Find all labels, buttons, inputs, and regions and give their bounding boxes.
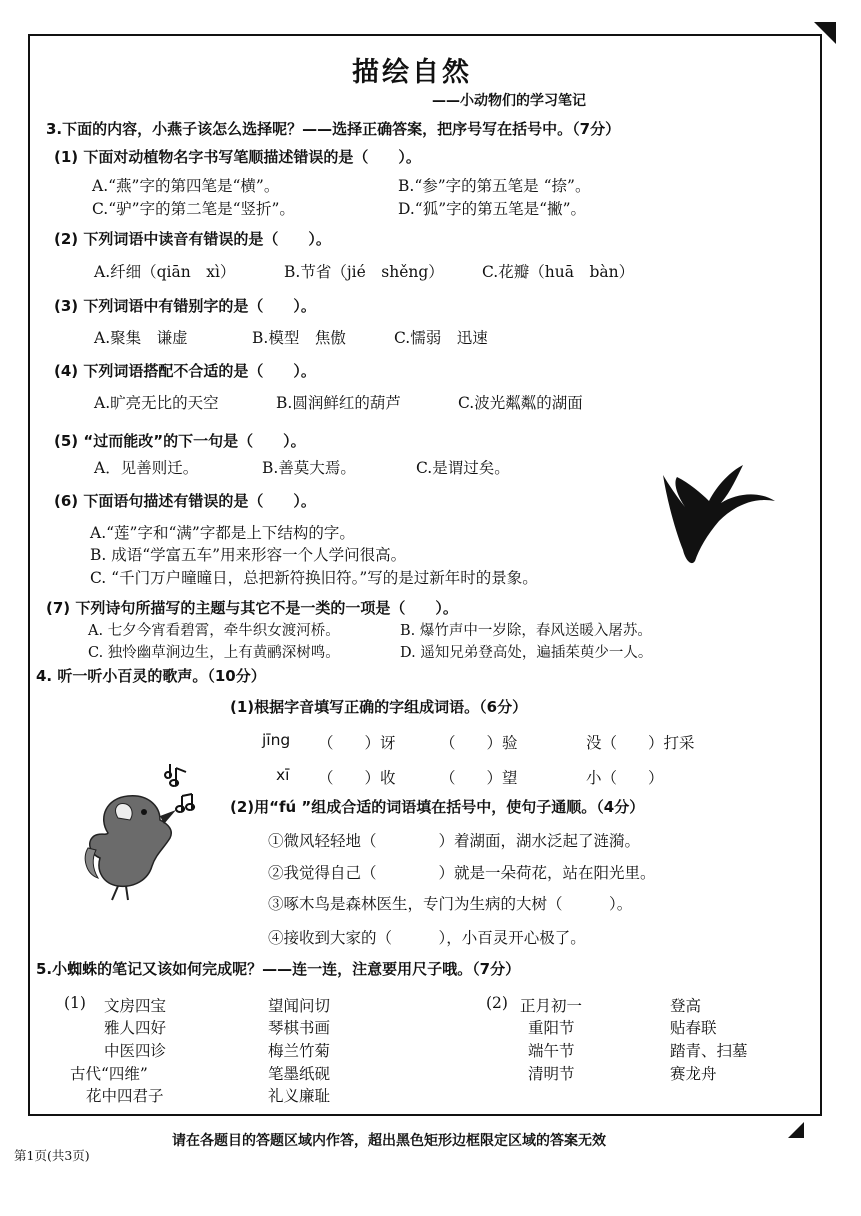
q4-1-blank-xi-2: （ ）望 [440, 769, 518, 787]
q4-2-sentence-2: ②我觉得自己（ ）就是一朵荷花，站在阳光里。 [268, 864, 656, 882]
q3-5-stem: (5) “过而能改”的下一句是（ ）。 [54, 432, 306, 450]
q5-g1-left-item: 古代“四维” [70, 1065, 148, 1083]
q4-stem: 4. 听一听小百灵的歌声。（10分） [36, 667, 266, 685]
q5-g2-left-item: 清明节 [528, 1065, 575, 1083]
q4-2-sentence-3: ③啄木鸟是森林医生，专门为生病的大树（ ）。 [268, 895, 633, 913]
q3-7-option-b: B. 爆竹声中一岁除，春风送暖入屠苏。 [400, 623, 652, 639]
q5-g1-left-item: 中医四诊 [104, 1042, 167, 1060]
q3-6-option-c: C. “千门万户曈曈日，总把新符换旧符。”写的是过新年时的景象。 [90, 569, 538, 587]
q3-6-option-a: A.“莲”字和“满”字都是上下结构的字。 [90, 524, 355, 542]
q5-g1-left-item: 花中四君子 [86, 1087, 164, 1105]
q3-5-option-c: C.是谓过矣。 [416, 459, 510, 477]
q5-g1-right-item: 礼义廉耻 [268, 1087, 331, 1105]
q3-7-option-d: D. 遥知兄弟登高处，遍插茱萸少一人。 [400, 645, 653, 661]
q5-g2-left-item: 正月初一 [520, 997, 583, 1015]
q3-4-stem: (4) 下列词语搭配不合适的是（ ）。 [54, 362, 316, 380]
q4-1-blank-xi-1: （ ）收 [318, 769, 396, 787]
q3-3-option-a: A.聚集 谦虚 [94, 329, 188, 347]
q5-g2-left-item: 端午节 [528, 1042, 575, 1060]
q5-g1-left-item: 文房四宝 [104, 997, 167, 1015]
q4-1-blank-xi-3: 小（ ） [586, 769, 664, 787]
q4-1-blank-jing-3: 没（ ）打采 [586, 734, 695, 752]
q4-1-stem: (1)根据字音填写正确的字组成词语。（6分） [230, 698, 528, 716]
q3-6-stem: (6) 下面语句描述有错误的是（ ）。 [54, 492, 316, 510]
swallow-illustration [655, 455, 780, 570]
q3-1-option-d: D.“狐”字的第五笔是“撇”。 [398, 200, 586, 218]
q5-g1-right-item: 望闻问切 [268, 997, 331, 1015]
q3-1-option-b: B.“参”字的第五笔是 “捺”。 [398, 177, 591, 195]
q4-1-pinyin-xi: xī [276, 766, 290, 784]
corner-marker-bottom-right [788, 1122, 804, 1138]
q5-g1-right-item: 琴棋书画 [268, 1019, 331, 1037]
q3-1-option-a: A.“燕”字的第四笔是“横”。 [92, 177, 280, 195]
q3-4-option-c: C.波光粼粼的湖面 [458, 394, 583, 412]
q3-2-option-b: B.节省（jié shěng） [284, 263, 444, 281]
q3-4-option-b: B.圆润鲜红的葫芦 [276, 394, 401, 412]
q3-2-option-a: A.纤细（qiān xì） [94, 263, 236, 281]
q5-g1-left-item: 雅人四好 [104, 1019, 167, 1037]
q4-2-stem: (2)用“fú ”组成合适的词语填在括号中，使句子通顺。（4分） [230, 798, 645, 816]
q5-stem: 5.小蜘蛛的笔记又该如何完成呢？——连一连，注意要用尺子哦。（7分） [36, 960, 521, 978]
page-title: 描绘自然 [352, 57, 472, 88]
q5-g2-right-item: 贴春联 [670, 1019, 717, 1037]
q3-1-stem: (1) 下面对动植物名字书写笔顺描述错误的是（ ）。 [54, 148, 421, 166]
q4-2-sentence-4: ④接收到大家的（ ），小百灵开心极了。 [268, 929, 586, 947]
q3-2-stem: (2) 下列词语中读音有错误的是（ ）。 [54, 230, 331, 248]
q5-g1-right-item: 笔墨纸砚 [268, 1065, 331, 1083]
q3-7-stem: (7) 下列诗句所描写的主题与其它不是一类的一项是（ ）。 [46, 599, 458, 617]
q3-7-option-a: A. 七夕今宵看碧霄，牵牛织女渡河桥。 [88, 623, 340, 639]
q3-3-stem: (3) 下列词语中有错别字的是（ ）。 [54, 297, 316, 315]
q3-7-option-c: C. 独怜幽草涧边生，上有黄鹂深树鸣。 [88, 645, 340, 661]
q3-4-option-a: A.旷亮无比的天空 [94, 394, 219, 412]
q3-3-option-c: C.懦弱 迅速 [394, 329, 488, 347]
q5-g2-right-item: 赛龙舟 [670, 1065, 717, 1083]
q5-g1-right-item: 梅兰竹菊 [268, 1042, 331, 1060]
q5-group1-label: (1) [64, 994, 86, 1012]
q4-1-blank-jing-1: （ ）讶 [318, 734, 396, 752]
q5-group2-label: (2) [486, 994, 508, 1012]
q3-stem: 3.下面的内容，小燕子该怎么选择呢？——选择正确答案，把序号写在括号中。（7分） [46, 120, 621, 138]
q4-2-sentence-1: ①微风轻轻地（ ）着湖面，湖水泛起了涟漪。 [268, 832, 641, 850]
q3-3-option-b: B.模型 焦傲 [252, 329, 346, 347]
q4-1-blank-jing-2: （ ）验 [440, 734, 518, 752]
answer-area-notice: 请在各题目的答题区域内作答，超出黑色矩形边框限定区域的答案无效 [172, 1133, 606, 1149]
q3-5-option-a: A．见善则迁。 [94, 459, 199, 477]
q3-2-option-c: C.花瓣（huā bàn） [482, 263, 635, 281]
page-number: 第1页(共3页) [14, 1148, 90, 1163]
singing-lark-illustration [78, 758, 228, 903]
q3-1-option-c: C.“驴”字的第二笔是“竖折”。 [92, 200, 295, 218]
q4-1-pinyin-jing: jīng [262, 731, 291, 749]
page-subtitle: ——小动物们的学习笔记 [432, 93, 586, 109]
q3-6-option-b: B. 成语“学富五车”用来形容一个人学问很高。 [90, 546, 407, 564]
q5-g2-left-item: 重阳节 [528, 1019, 575, 1037]
q5-g2-right-item: 登高 [670, 997, 702, 1015]
q5-g2-right-item: 踏青、扫墓 [670, 1042, 748, 1060]
q3-5-option-b: B.善莫大焉。 [262, 459, 356, 477]
